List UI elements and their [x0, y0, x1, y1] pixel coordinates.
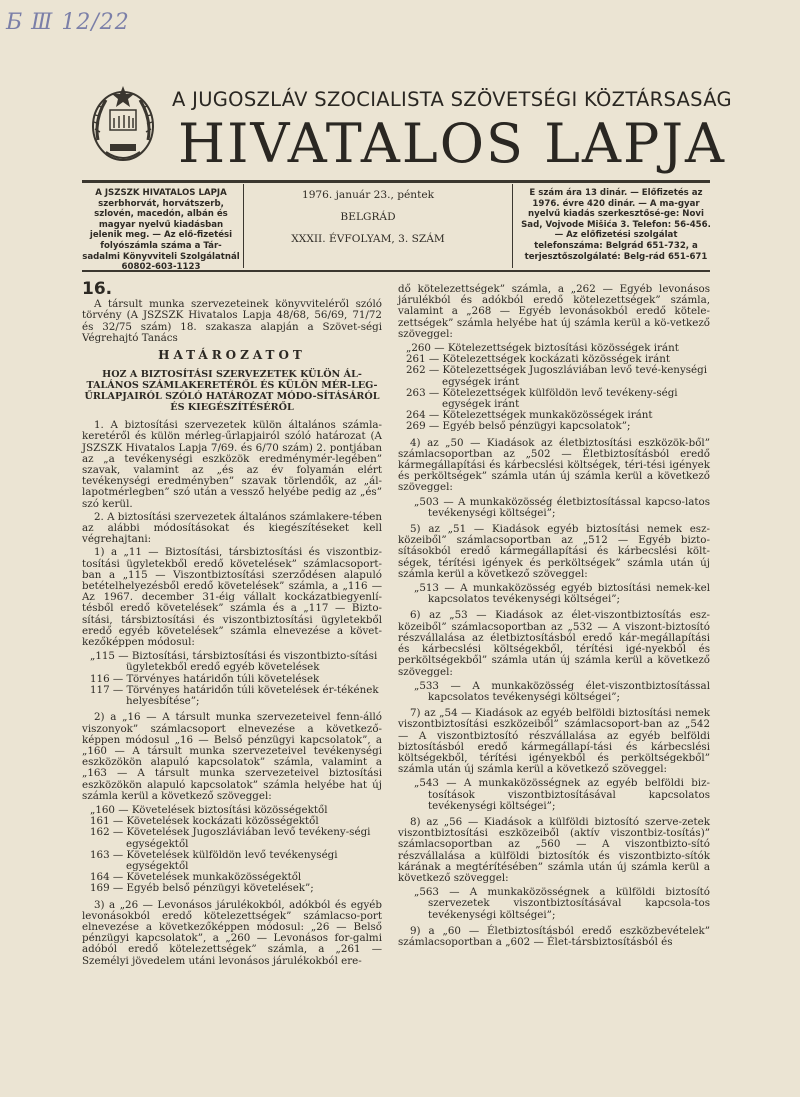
- quoted-account: „563 — A munkaközösségnek a külföldi biztosító szervezetek viszontbiztosításával kapcsola-tos tevékenységi költségei”;: [414, 886, 710, 921]
- quoted-account: „543 — A munkaközösségnek az egyéb belföldi biz-tosítások viszontbiztosításával kapcsolatos tevékenységi költségei”;: [414, 777, 710, 812]
- list-item: „115 — Biztosítási, társbiztosítási és viszontbizto-sítási ügyletekből eredő egyéb követelések: [90, 650, 378, 674]
- list-item: 163 — Követelések külföldön levő tevékenységi egységektől: [90, 848, 338, 872]
- list-item: 117 — Törvényes határidőn túli követelések ér-tékének helyesbítése”;: [90, 683, 379, 708]
- price-subscription-info: E szám ára 13 dinár. — Előfizetés az 1976. évre 420 dinár. — A ma-gyar nyelvű kiadás szerkesztősé-ge: Novi Sad, Vojvode Mišića 3. Telefon: 56-456. — Az előfizetési szolgálat telefonszáma: Belgrád 651-732, a terjesztőszolgálaté: Belg-rád 651-671: [521, 188, 711, 262]
- list-item: 164 — Követelések munkaközösségektől: [90, 871, 302, 884]
- handwritten-archive-stamp: Б Ⅲ 12/22: [6, 10, 130, 35]
- list-item: 262 — Kötelezettségek Jugoszláviában levő tevé-kenységi egységek iránt: [406, 364, 708, 388]
- issue-date: 1976. január 23., péntek: [301, 189, 435, 201]
- paragraph: 2. A biztosítási szervezetek általános számlakere-tében az alábbi módosításokat és kiegészítéseket kell végrehajtani:: [82, 510, 383, 546]
- act-preamble: A társult munka szervezeteinek könyvviteléről szóló törvény (A JSZSZK Hivatalos Lapja 48/68, 56/69, 71/72 és 32/75 szám) 18. szakasza alapján a Szövet-ségi Végrehajtó Tanács: [82, 298, 382, 344]
- quoted-account: „533 — A munkaközösség élet-viszontbiztosítással kapcsolatos tevékenységi költségei”;: [414, 679, 710, 703]
- state-emblem-icon: [84, 80, 162, 170]
- list-item: „160 — Követelések biztosítási közösségektől: [90, 803, 328, 816]
- list-item: 263 — Kötelezettségek külföldön levő tevékeny-ségi egységek iránt: [406, 386, 678, 411]
- issue-info: [250, 190, 486, 256]
- paragraph: 1. A biztosítási szervezetek külön általános számla-keretéről és külön mérleg-űrlapjairól szóló határozat (A JSZSZK Hivatalos Lapja 7/69. és 6/70 szám) 2. pontjában az „a tevékenységi eszközök eredménymér-legében” szavak, valamint az „és az év folyamán elért tevékenységi eredményben” szavak törlendők, az „ál-lapotmérlegben” szó után a vessző helyébe pedig az „és” szó kerül.: [82, 419, 382, 510]
- publication-info: A JSZSZK HIVATALOS LAPJA szerbhorvát, horvátszerb, szlovén, macedón, albán és magyar nyelvű kiadásban jelenik meg. — Az elő-fizetési folyószámla száma a Tár-sadalmi Könyvviteli Szolgálatnál 60802-603-1123: [82, 188, 240, 273]
- paragraph: 9) a „60 — Életbiztosításból eredő eszközbevételek” számlacsoportban a „602 — Élet-társbiztosításból és: [398, 924, 710, 948]
- account-list: [82, 651, 382, 707]
- decree-heading: HOZ A BIZTOSÍTÁSI SZERVEZETEK KÜLÖN ÁL-TALÁNOS SZÁMLAKERETÉRŐL ÉS KÜLÖN MÉR-LEG-ŰRLAPJAIRÓL SZÓLÓ HATÁROZAT MÓDO-SÍTÁSÁRÓL ÉS KIEGÉSZÍTÉSÉRŐL: [84, 369, 380, 414]
- list-item: 264 — Kötelezettségek munkaközösségek iránt: [406, 409, 653, 422]
- paragraph: 3) a „26 — Levonásos járulékokból, adókból és egyéb levonásokból eredő kötelezettségek” számlacso-port elnevezése a következőképpen módosul: „26 — Belső pénzügyi kapcsolatok”, a „260 — Levonásos for-galmi adóból eredő kötelezettségek” számla, a „261 — Személyi jövedelem utáni levonásos járulékokból ere-: [82, 898, 382, 967]
- gazette-title: HIVATALOS LAPJA: [178, 112, 726, 175]
- act-number: 16.: [82, 279, 113, 299]
- paragraph: 5) az „51 — Kiadások egyéb biztosítási nemek esz-közeiből” számlacsoportban az „512 — Egyéb bizto-sításokból eredő kármegállapítási és kárbecslési költ-ségek, térítési igények és perköltségek” számla után új számla kerül a következő szöveggel:: [398, 523, 710, 580]
- list-item: 162 — Követelések Jugoszláviában levő tevékeny-ségi egységektől: [90, 826, 371, 850]
- paragraph: dő kötelezettségek” számla, a „262 — Egyéb levonásos járulékból és adókból eredő kötelezettségek” számla, valamint a „268 — Egyéb levonásokból eredő kötele-zettségek” számla helyébe hat új számla kerül a kö-vetkező szöveggel:: [398, 283, 710, 340]
- republic-name: A JUGOSZLÁV SZOCIALISTA SZÖVETSÉGI KÖZTÁRSASÁG: [172, 88, 732, 111]
- list-item: 269 — Egyéb belső pénzügyi kapcsolatok”;: [406, 420, 631, 433]
- left-column: [82, 279, 383, 969]
- paragraph: 4) az „50 — Kiadások az életbiztosítási eszközök-ből” számlacsoportban az „502 — Életbiztosításból eredő kármegállapítási és kárbecslési költségek, téri-tési igények és perköltségek” számla után új számla kerül a következő szöveggel:: [398, 436, 710, 494]
- paragraph: 1) a „11 — Biztosítási, társbiztosítási és viszontbiz-tosítási ügyletekből eredő követelések” számlacsoport-ban a „115 — Viszontbiztosítási szerződésen alapuló betételhelyezésből eredő követelések” számla, a „116 — Az 1967. december 31-éig vállalt kockázatbiegyenlí-tésből eredő követelések” számla és a „117 — Bizto-sítási, társbiztosítási és viszontbiztosítási ügyletekből eredő egyéb követelések” számla elnevezése a követ-kezőképpen módosul:: [82, 546, 382, 649]
- header-divider-right: [512, 184, 513, 268]
- paragraph: 2) a „16 — A társult munka szervezeteivel fenn-álló viszonyok” számlacsoport elnevezése a következő-képpen módosul „16 — Belső pénzügyi kapcsolatok”, a „160 — A társult munka szervezeteivel tevékenységi eszközökön alapuló kapcsolatok” számla, valamint a „163 — A társult munka szervezeteivel biztosítási eszközökön alapuló kapcsolatok” számla helyébe hat új számla kerül a következő szöveggel:: [82, 711, 382, 802]
- quoted-account: „513 — A munkaközösség egyéb biztosítási nemek-kel kapcsolatos tevékenységi költségei”;: [414, 582, 710, 606]
- account-list: [398, 343, 710, 433]
- decree-title: HATÁROZATOT: [158, 348, 306, 363]
- issue-volume: XXXII. ÉVFOLYAM, 3. SZÁM: [291, 233, 445, 245]
- header-top-rule: [82, 180, 710, 183]
- header-divider-left: [243, 184, 244, 268]
- right-column: [398, 284, 710, 950]
- account-list: [82, 805, 382, 895]
- list-item: 161 — Követelések kockázati közösségektől: [90, 815, 319, 828]
- issue-place: BELGRÁD: [340, 211, 396, 223]
- list-item: 261 — Kötelezettségek kockázati közösségek iránt: [406, 353, 670, 366]
- list-item: 116 — Törvényes határidőn túli követelések: [90, 672, 320, 685]
- paragraph: 6) az „53 — Kiadások az élet-viszontbiztosítás esz-közeiből” számlacsoportban az „532 — A viszont-biztosító részvállalása az életbiztosításból eredő kár-megállapítási és kárbecslési költségekből, térítési igé-nyekből és perköltségekből” számla után új számla kerül a következő szöveggel:: [398, 609, 710, 678]
- list-item: 169 — Egyéb belső pénzügyi követelések”;: [90, 882, 314, 895]
- quoted-account: „503 — A munkaközösség életbiztosítással kapcso-latos tevékenységi költségei”;: [414, 495, 710, 519]
- list-item: „260 — Kötelezettségek biztosítási közösségek iránt: [406, 342, 679, 355]
- paragraph: 8) az „56 — Kiadások a külföldi biztosító szerve-zetek viszontbiztosítási eszközeiből (aktív viszontbiz-tosítás)” számlacsoportban az „560 — A viszontbizto-sító részvállalása a külföldi biztosítók és viszontbizto-sítók kárának a megtérítésében” számla után új számla kerül a következő szöveggel:: [398, 815, 710, 884]
- paragraph: 7) az „54 — Kiadások az egyéb belföldi biztosítási nemek viszontbiztosítási eszközeiből” számlacsoport-ban az „542 — A viszontbiztosító részvállalása az egyéb belföldi biztosításból eredő kármegállapí-tási és kárbecslési költségekből, térítési igényekből és perköltségekből” számla után új számla kerül a következő szöveggel:: [398, 707, 710, 776]
